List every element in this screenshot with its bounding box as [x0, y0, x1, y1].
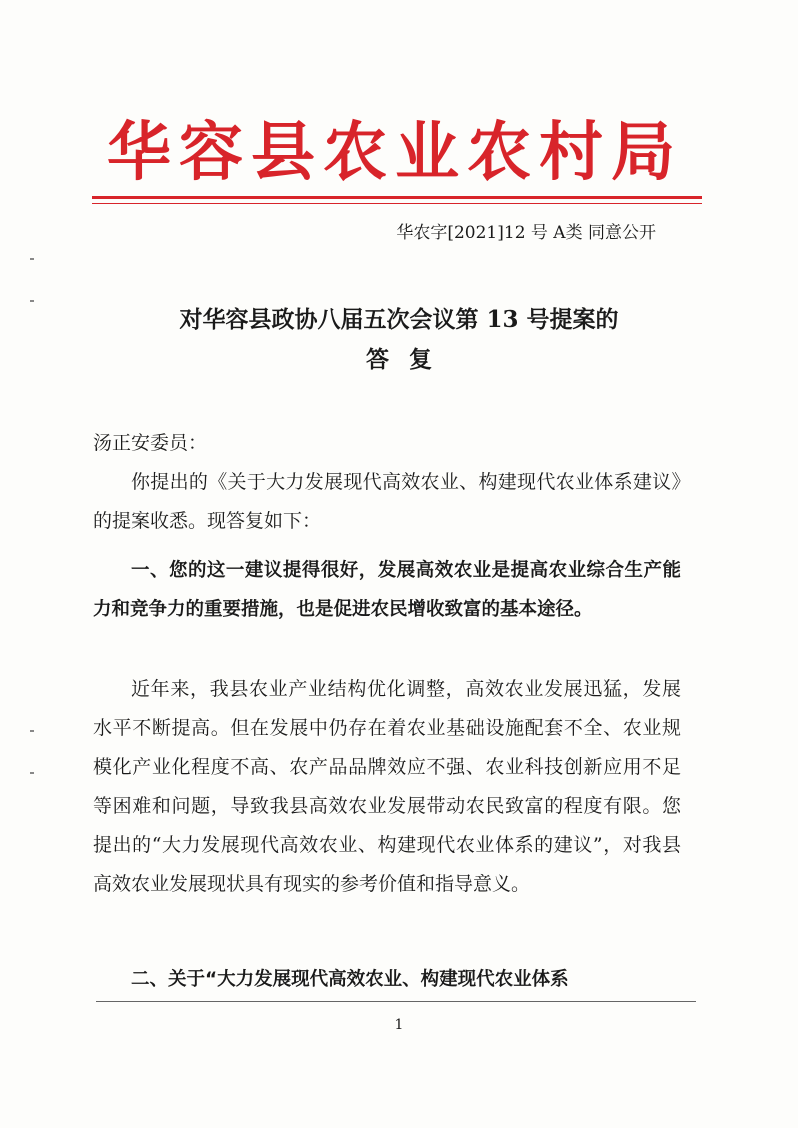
scan-margin-mark [30, 300, 34, 302]
scan-margin-mark [30, 772, 34, 774]
issuing-authority-header: 华容县农业农村局 [107, 116, 683, 190]
page-number: 1 [394, 1017, 404, 1033]
salutation: 汤正安委员： [93, 432, 208, 454]
paragraph-current-status: 近年来，我县农业产业结构优化调整，高效农业发展迅猛，发展水平不断提高。但在发展中仍存在着农业基础设施配套不全、农业规模化产业化程度不高、农产品品牌效应不强、农业科技创新应用不足等困难和问题，导致我县高效农业发展带动农民致富的程度有限。您提出的“大力发展现代高效农业、构建现代农业体系的建议”，对我县高效农业发展现状具有现实的参考价值和指导意义。 [93, 678, 681, 895]
paragraph-intro: 你提出的《关于大力发展现代高效农业、构建现代农业体系建议》的提案收悉。现答复如下： [93, 471, 681, 532]
footer-divider [96, 1001, 696, 1002]
red-divider-thick [92, 196, 702, 199]
section-heading-two: 二、关于“大力发展现代高效农业、构建现代农业体系 [131, 969, 569, 990]
scan-margin-mark [30, 730, 34, 732]
document-number: 华农字[2021]12 号 A类 同意公开 [396, 223, 656, 243]
reply-title-line2: 答复 [366, 346, 452, 373]
reply-title-line1: 对华容县政协八届五次会议第 13 号提案的 [179, 306, 619, 333]
paragraph-point-one: 一、您的这一建议提得很好，发展高效农业是提高农业综合生产能力和竞争力的重要措施，也是促进农民增收致富的基本途径。 [93, 560, 681, 620]
scan-margin-mark [30, 258, 34, 260]
red-divider-thin [92, 203, 702, 204]
